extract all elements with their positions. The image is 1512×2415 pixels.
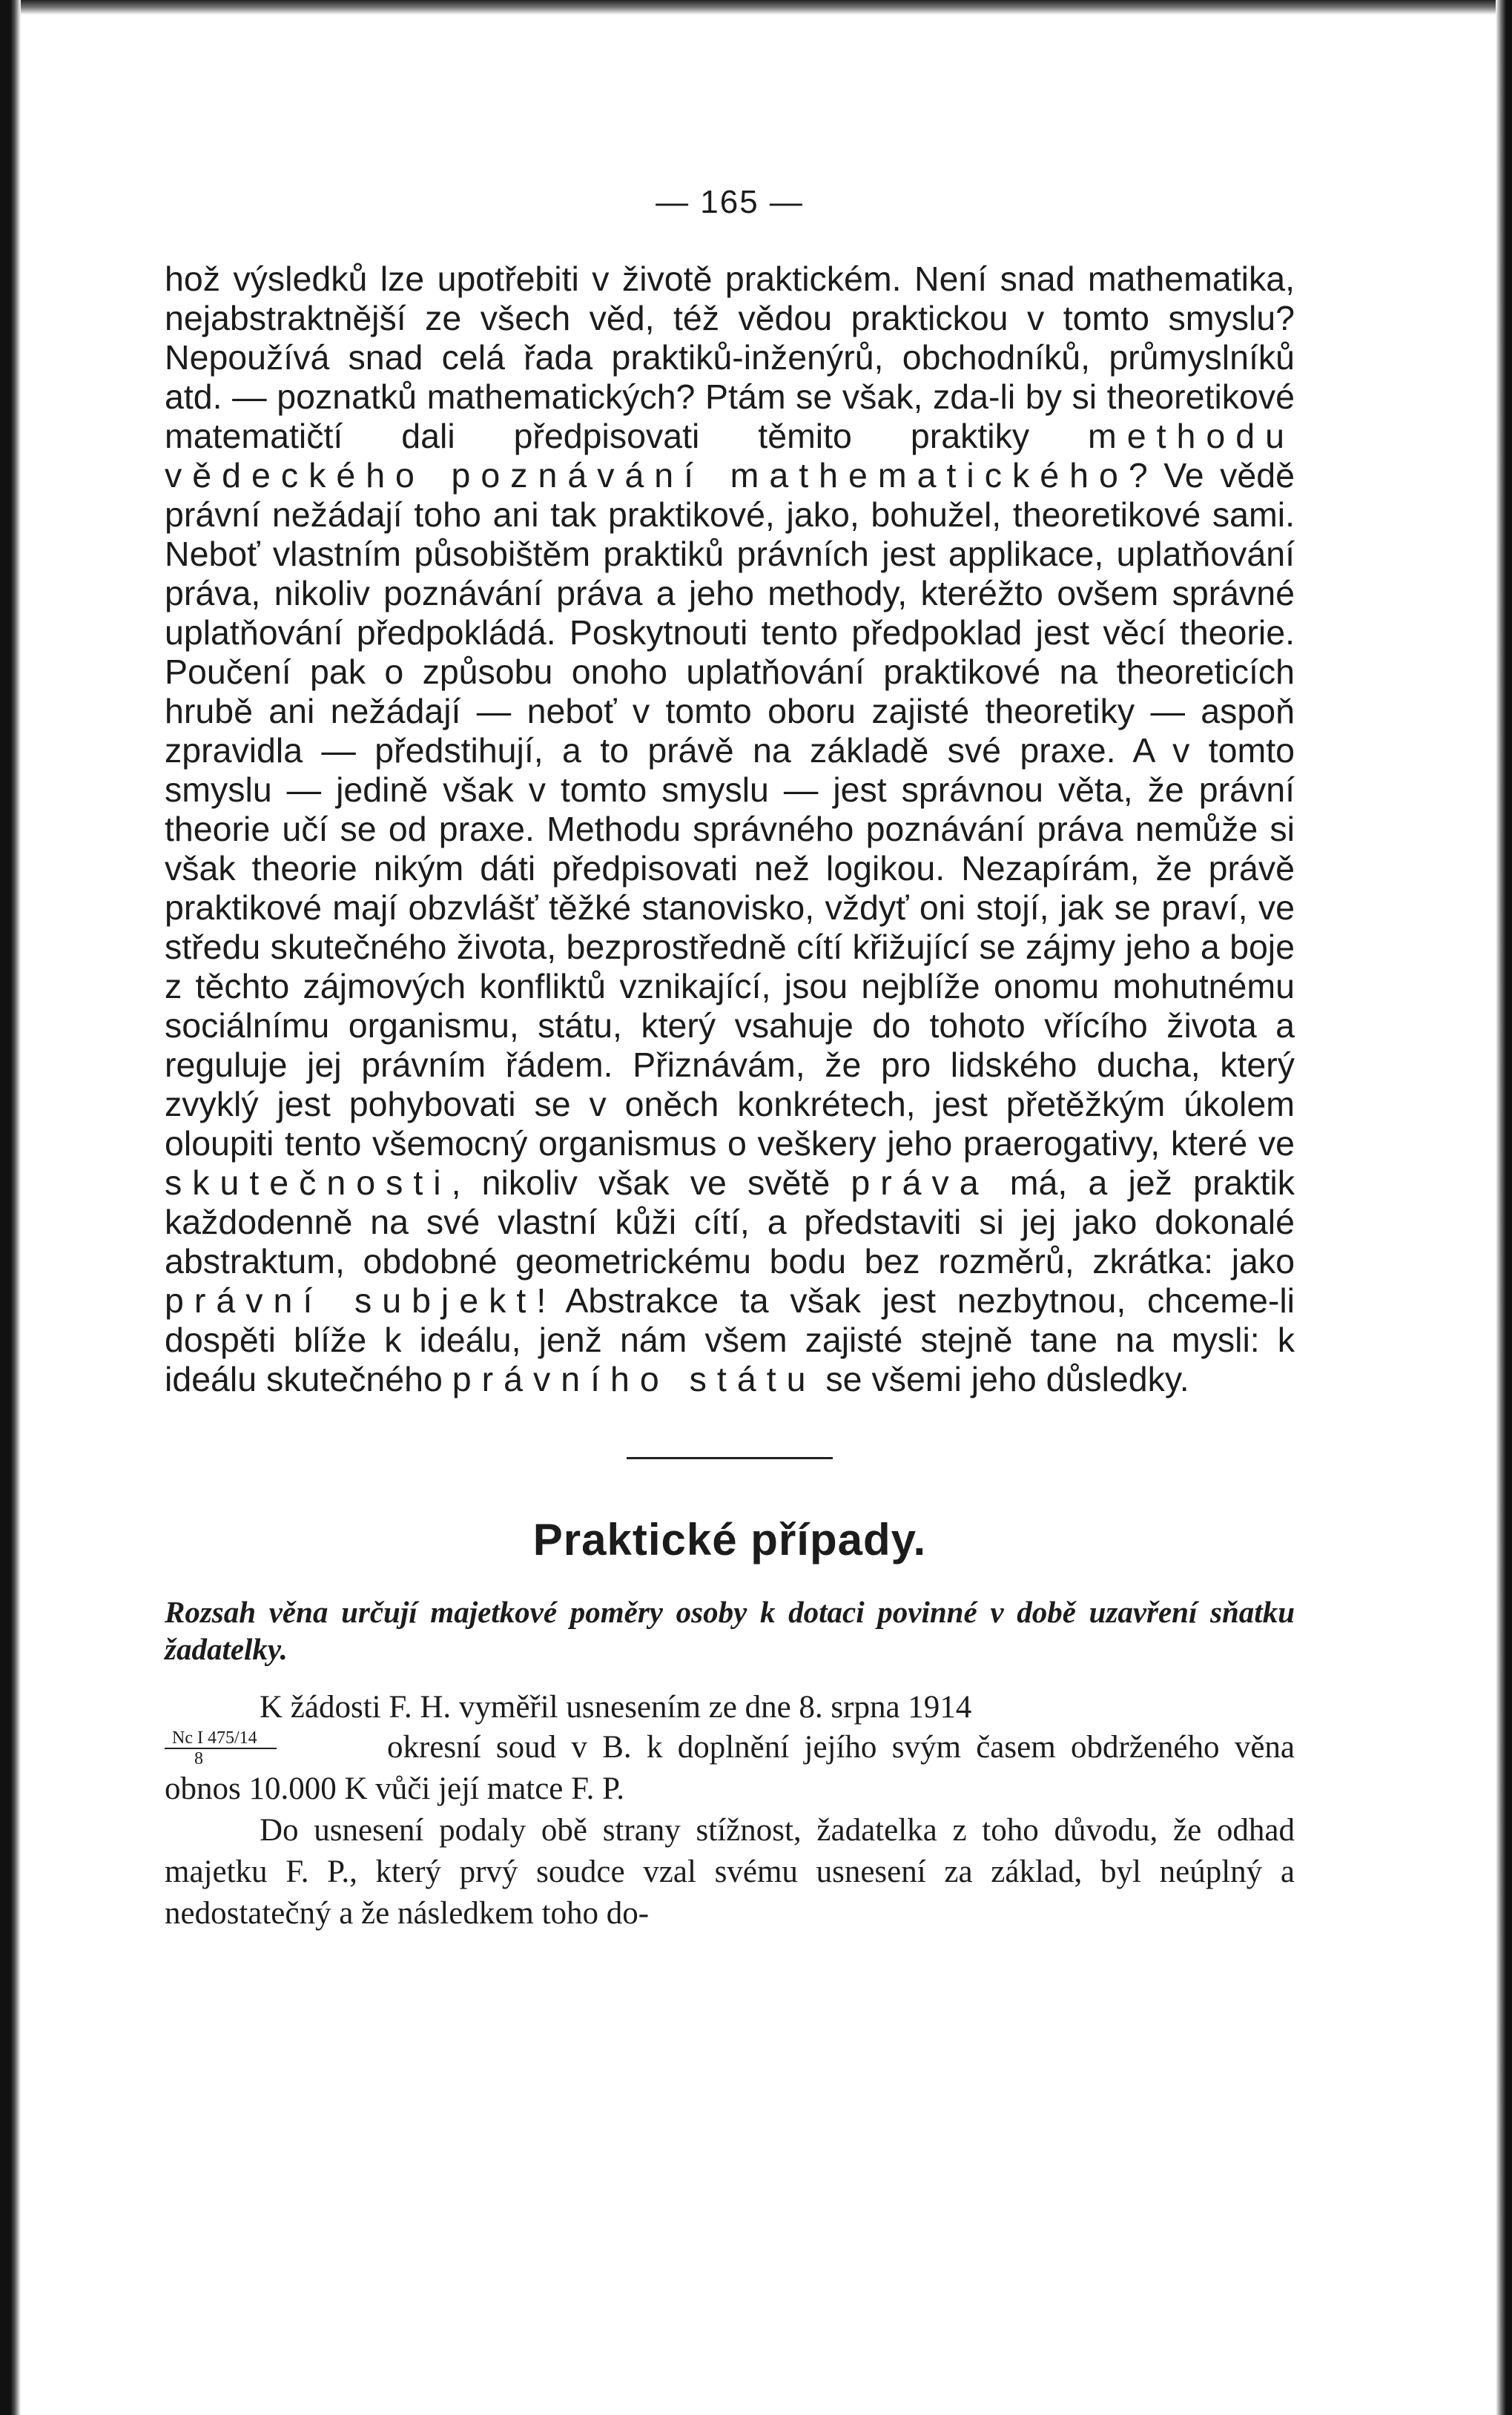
- page-number: — 165 —: [656, 184, 804, 220]
- scan-edge-left: [0, 0, 21, 2415]
- main-text-part-2: ? Ve vědě právní nežádají toho ani tak praktikové, jako, bohužel, theoretikové sami. Neboť vlastním působištěm praktiků právních jest applikace, uplatňování práva, nikoliv poznávání práva a jeho methody, kteréžto ovšem správné uplatňování předpokládá. Poskytnouti tento předpoklad jest věcí theorie. Poučení pak o způsobu onoho uplatňování praktikové na theoreticích hrubě ani nežádají — neboť v tomto oboru zajisté theoretiky — aspoň zpravidla — předstihují, a to právě na základě své praxe. A v tomto smyslu — jedině však v tomto smyslu — jest správnou věta, že právní theorie učí se od praxe. Methodu správného poznávání práva nemůže si však theorie nikým dáti předpisovati než logikou. Nezapírám, že právě praktikové mají obzvlášť těžké stanovisko, vždyť oni stojí, jak se praví, ve středu skutečného života, bezprostředně cítí křižující se zájmy jeho a boje z těchto zájmových konfliktů vznikající, jsou nejblíže onomu mohutnému sociálnímu organismu, státu, který vsahuje do tohoto vřícího života a reguluje jej právním řádem. Přiznávám, že pro lidského ducha, který zvyklý jest pohybovati se v oněch konkrétech, jest přetěžkým úkolem oloupiti tento všemocný organismus o veškery jeho praerogativy, které ve: [165, 456, 1295, 1163]
- case-summary: Rozsah věna určují majetkové poměry osoby k dotaci povinné v době uzavření sňatku žadatelky.: [165, 1595, 1295, 1666]
- scan-edge-top: [0, 0, 1512, 15]
- main-text-part-3: , nikoliv však ve světě: [451, 1163, 831, 1202]
- book-page: [165, 148, 1295, 1935]
- main-text-part-5: ! Abstrakce ta však jest nezbytnou, chceme-li dospěti blíže k ideálu, jenž nám všem zajisté stejně tane na mysli: k ideálu skutečného: [165, 1281, 1295, 1398]
- main-text-part-1: hož výsledků lze upotřebiti v životě praktickém. Není snad mathematika, nejabstraktnější ze všech věd, též vědou praktickou v tomto smyslu? Nepoužívá snad celá řada praktiků-inženýrů, obchodníků, průmyslníků atd. — poznatků mathematických? Ptám se však, zda-li by si theoretikové matematičtí dali předpisovati těmito praktiky: [165, 260, 1295, 455]
- case-number-fraction: [165, 1728, 277, 1768]
- case-number: Nc I 475/14: [165, 1728, 277, 1749]
- scan-edge-right: [1496, 0, 1512, 2415]
- section-title: Praktické případy.: [532, 1515, 927, 1565]
- main-paragraph: [165, 260, 1295, 1399]
- case-paragraph-1-rest: okresní soud v B. k doplnění jejího svým časem obdrženého věna obnos 10.000 K vůči její matce F. P.: [165, 1730, 1295, 1806]
- case-number-denominator: 8: [194, 1749, 203, 1768]
- emphasis-prava: práva: [851, 1163, 989, 1202]
- main-text-part-4: má, a jež praktik každodenně na své vlastní kůži cítí, a představiti si jej jako dokonalé abstraktum, obdobné geometrickému bodu bez rozměrů, zkrátka: jako: [165, 1163, 1295, 1281]
- emphasis-pravni-subjekt: právní subjekt: [165, 1281, 537, 1320]
- main-text-part-6: se všemi jeho důsledky.: [816, 1360, 1189, 1398]
- emphasis-pravniho-statu: právního státu: [452, 1360, 816, 1398]
- case-paragraph-1-line-1: K žádosti F. H. vyměřil usnesením ze dne 8. srpna 1914: [260, 1690, 972, 1725]
- case-paragraph-2: Do usnesení podaly obě strany stížnost, žadatelka z toho důvodu, že odhad majetku F. P., který prvý soudce vzal svému usnesení za základ, byl neúplný a nedostatečný a že následkem toho do-: [165, 1813, 1295, 1931]
- emphasis-skutecnosti: skutečnosti: [165, 1163, 452, 1202]
- emphasis-methodu-vedeckeho: methodu vědeckého poznávání mathematického: [165, 417, 1295, 495]
- section-divider: [627, 1457, 833, 1459]
